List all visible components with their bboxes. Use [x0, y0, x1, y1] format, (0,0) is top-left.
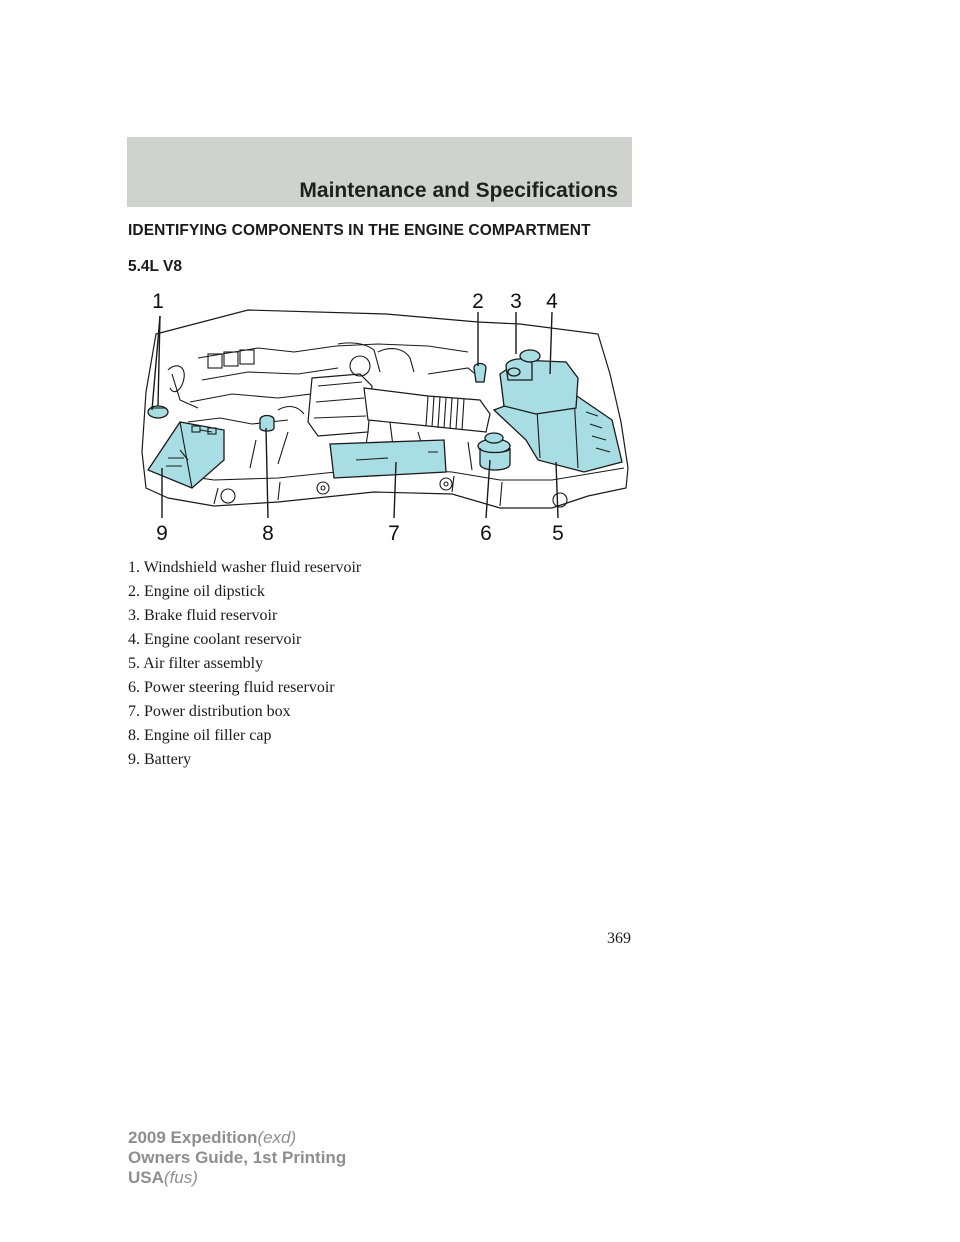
- callout-4: 4: [546, 290, 558, 313]
- callout-2: 2: [472, 290, 484, 313]
- print-footer: [128, 1128, 346, 1188]
- legend-item: 5. Air filter assembly: [128, 655, 264, 672]
- legend-item: 2. Engine oil dipstick: [128, 583, 265, 600]
- legend-item: 9. Battery: [128, 751, 192, 768]
- page-header-title: Maintenance and Specifications: [299, 179, 618, 202]
- header-band: [127, 137, 632, 207]
- oil-filler-cap: [260, 416, 274, 432]
- legend-item: 6. Power steering fluid reservoir: [128, 679, 335, 696]
- callout-9: 9: [156, 522, 168, 545]
- footer-model-code: (exd): [257, 1128, 297, 1147]
- footer-market: USA: [128, 1168, 164, 1187]
- legend-item: 4. Engine coolant reservoir: [128, 631, 302, 648]
- callout-1: 1: [152, 290, 164, 313]
- callout-6: 6: [480, 522, 492, 545]
- legend-item: 1. Windshield washer fluid reservoir: [128, 559, 362, 576]
- legend-item: 3. Brake fluid reservoir: [128, 607, 278, 624]
- component-legend: [128, 556, 361, 772]
- power-distribution-box: [330, 440, 446, 478]
- footer-market-code: (fus): [163, 1168, 198, 1187]
- callout-8: 8: [262, 522, 274, 545]
- callout-5: 5: [552, 522, 564, 545]
- callout-7: 7: [388, 522, 400, 545]
- legend-item: 7. Power distribution box: [128, 703, 291, 720]
- legend-item: 8. Engine oil filler cap: [128, 727, 272, 744]
- engine-subheading: 5.4L V8: [128, 258, 183, 275]
- footer-model: 2009 Expedition: [128, 1128, 258, 1147]
- engine-compartment-diagram: [128, 282, 640, 552]
- footer-guide: Owners Guide, 1st Printing: [128, 1148, 347, 1167]
- callout-3: 3: [510, 290, 522, 313]
- page-number: 369: [607, 930, 631, 947]
- section-heading: IDENTIFYING COMPONENTS IN THE ENGINE COMPARTMENT: [128, 222, 591, 239]
- oil-dipstick: [474, 364, 486, 383]
